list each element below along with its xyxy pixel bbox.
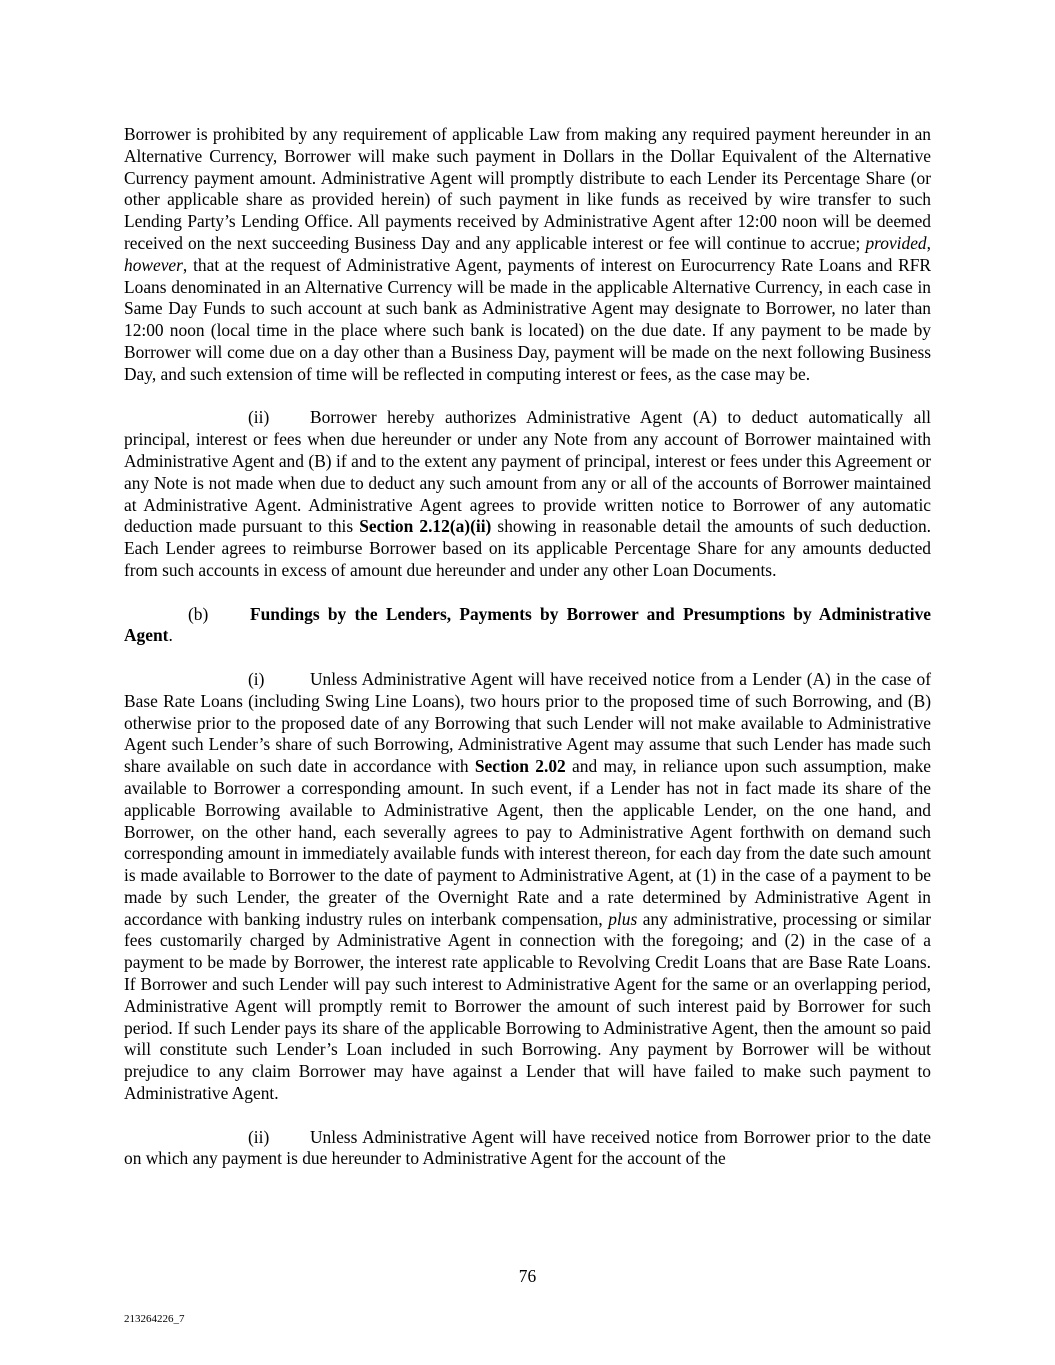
paragraph xyxy=(124,604,931,648)
text-run: , that at the request of Administrative Agent, payments of interest on Eurocurrency Rate Loans and RFR Loans denominated in an Alternative Currency will be made in the applicable Alternative Currency, in each case in Same Day Funds to such account at such bank as Administrative Agent may designate to Borrower, no later than 12:00 noon (local time in the place where such bank is located) on the due date. If any payment to be made by Borrower will come due on a day other than a Business Day, payment will be made on the next following Business Day, and such extension of time will be reflected in computing interest or fees, as the case may be. xyxy=(124,254,931,384)
paragraph xyxy=(124,1127,931,1171)
text-run: Unless Administrative Agent will have received notice from a Lender (A) in the case of Base Rate Loans (including Swing Line Loans), two hours prior to the proposed time of such Borrowing, and (B) otherwise prior to the proposed date of any Borrowing that such Lender will not make available to Administrative Agent such Lender’s share of such Borrowing, Administrative Agent may assume that such Lender has made such share available on such date in accordance with xyxy=(124,668,931,777)
bold-text: Section 2.02 xyxy=(474,756,566,777)
paragraph-label: (i) xyxy=(248,668,265,689)
text-run: . xyxy=(168,625,173,646)
paragraph-label: (ii) xyxy=(248,407,270,428)
page-number: 76 xyxy=(518,1266,537,1286)
italic-text: plus xyxy=(608,908,638,929)
text-run: , xyxy=(926,232,931,253)
bold-text: Fundings by the Lenders, Payments by Borrower and Presumptions by Administrative Agent xyxy=(124,603,931,646)
text-run: any administrative, processing or similar fees customarily charged by Administrative Agent in connection with the foregoing; and (2) in the case of a payment to be made by Borrower, the interest rate applicable to Revolving Credit Loans that are Base Rate Loans. If Borrower and such Lender will pay such interest to Administrative Agent for the same or an overlapping period, Administrative Agent will promptly remit to Borrower the amount of such interest paid by Borrower for such period. If such Lender pays its share of the applicable Borrowing to Administrative Agent, then the amount so paid will constitute such Lender’s Loan included in such Borrowing. Any payment by Borrower will be without prejudice to any claim Borrower may have against a Lender that will have failed to make such payment to Administrative Agent. xyxy=(124,908,931,1104)
paragraph xyxy=(124,669,931,1105)
body-text xyxy=(124,124,931,1192)
paragraph xyxy=(124,407,931,581)
italic-text: however xyxy=(124,254,183,275)
italic-text: provided xyxy=(865,232,927,253)
bold-text: Section 2.12(a)(ii) xyxy=(359,516,492,537)
text-run: Unless Administrative Agent will have received notice from Borrower prior to the date on which any payment is due hereunder to Administrative Agent for the account of the xyxy=(124,1126,931,1169)
paragraph-label: (b) xyxy=(188,603,209,624)
paragraph xyxy=(124,124,931,386)
text-run: Borrower hereby authorizes Administrative Agent (A) to deduct automatically all principal, interest or fees when due hereunder or under any Note from any account of Borrower maintained with Administrative Agent and (B) if and to the extent any payment of principal, interest or fees under this Agreement or any Note is not made when due to deduct any such amount from any or all of the accounts of Borrower maintained at Administrative Agent. Administrative Agent agrees to provide written notice to Borrower of any automatic deduction made pursuant to this xyxy=(124,407,931,537)
paragraph-label: (ii) xyxy=(248,1126,270,1147)
document-id: 213264226_7 xyxy=(124,1313,185,1325)
text-run: and may, in reliance upon such assumption, make available to Borrower a corresponding amount. In such event, if a Lender has not in fact made its share of the applicable Borrowing available to Administrative Agent, then the applicable Lender, on the one hand, and Borrower, on the other hand, each severally agrees to pay to Administrative Agent forthwith on demand such corresponding amount in immediately available funds with interest thereon, for each day from the date such amount is made available to Borrower to the date of payment to Administrative Agent, at (1) in the case of a payment to be made by such Lender, the greater of the Overnight Rate and a rate determined by Administrative Agent in accordance with banking industry rules on interbank compensation, xyxy=(124,756,931,929)
text-run: Borrower is prohibited by any requirement of applicable Law from making any required payment hereunder in an Alternative Currency, Borrower will make such payment in Dollars in the Dollar Equivalent of the Alternative Currency payment amount. Administrative Agent will promptly distribute to each Lender its Percentage Share (or other applicable share as provided herein) of such payment in like funds as received by wire transfer to such Lending Party’s Lending Office. All payments received by Administrative Agent after 12:00 noon will be deemed received on the next succeeding Business Day and any applicable interest or fee will continue to accrue; xyxy=(124,124,931,253)
text-run: showing in reasonable detail the amounts of such deduction. Each Lender agrees to reimburse Borrower based on its applicable Percentage Share for any amounts deducted from such accounts in excess of amount due hereunder and under any other Loan Documents. xyxy=(124,516,931,580)
